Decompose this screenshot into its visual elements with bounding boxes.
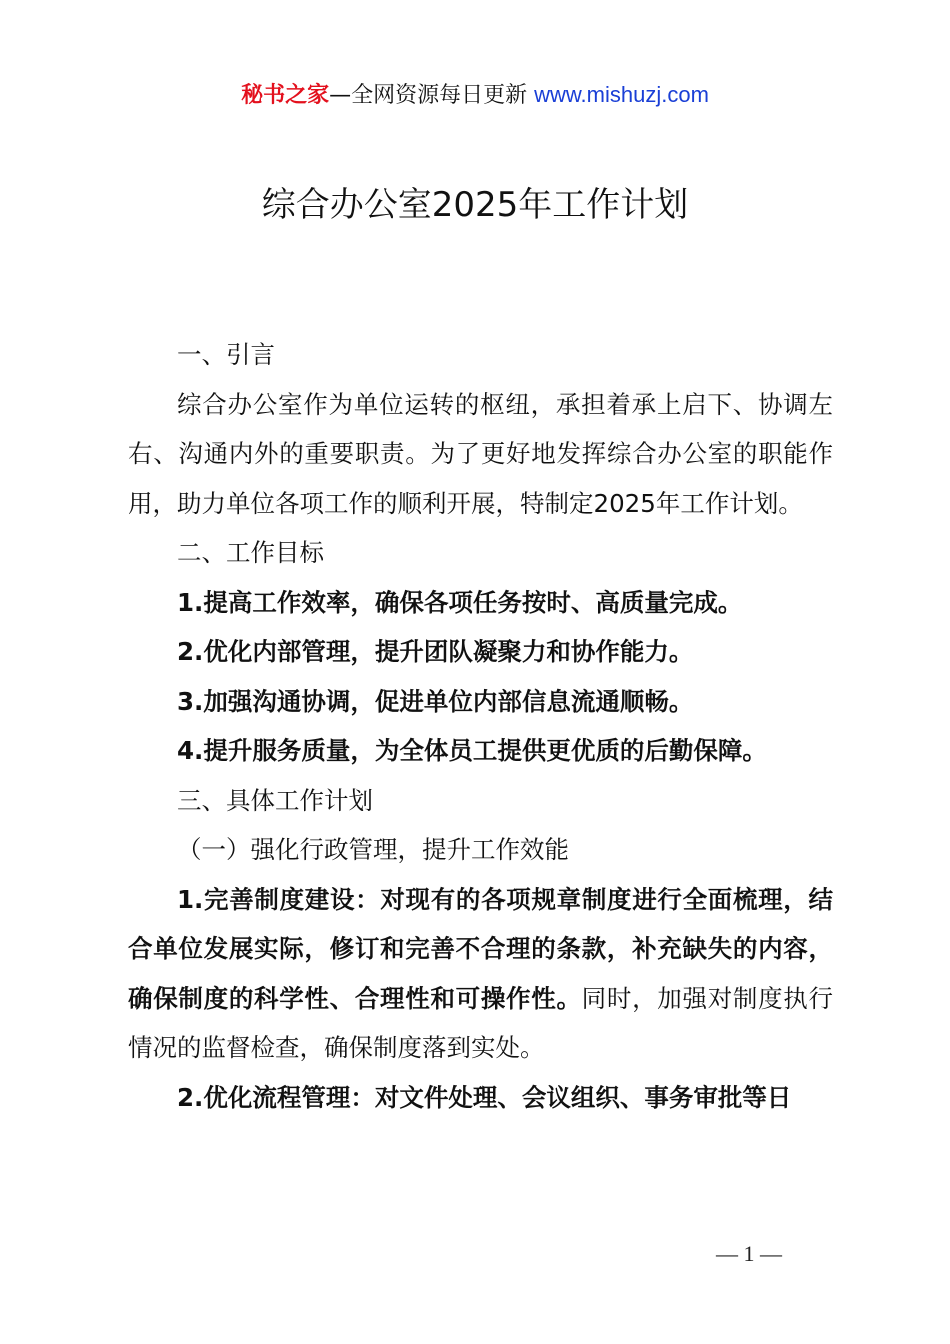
section-heading-plan: 三、具体工作计划 (177, 785, 373, 815)
plan-item-1 (128, 875, 833, 1073)
goal-item: 2.优化内部管理，提升团队凝聚力和协作能力。 (177, 637, 694, 666)
intro-paragraph: 综合办公室作为单位运转的枢纽，承担着承上启下、协调左右、沟通内外的重要职责。为了更好地发挥综合办公室的职能作用，助力单位各项工作的顺利开展，特制定2025年工作计划。 (128, 389, 833, 518)
document-body (128, 330, 833, 1122)
page-number: — 1 — (716, 1241, 782, 1266)
goal-item: 1.提高工作效率，确保各项任务按时、高质量完成。 (177, 587, 743, 617)
plan-item-2: 2.优化流程管理：对文件处理、会议组织、事务审批等日 (177, 1082, 792, 1112)
plan-item-1-bold: 1.完善制度建设：对现有的各项规章制度进行全面梳理，结合单位发展实际，修订和完善不合理的条款，补充缺失的内容，确保制度的科学性、合理性和可操作性。 (128, 884, 833, 1013)
document-title: 综合办公室2025年工作计划 (261, 185, 689, 225)
subsection-heading: （一）强化行政管理，提升工作效能 (177, 835, 569, 864)
goal-item: 3.加强沟通协调，促进单位内部信息流通顺畅。 (177, 686, 694, 716)
brand-name: 秘书之家 (241, 83, 330, 108)
plan-item-1-rest: 同时，加强对制度执行情况的监督检查，确保制度落到实处。 (128, 983, 834, 1062)
site-url-link[interactable]: www.mishuzj.com (534, 82, 709, 107)
goal-item: 4.提升服务质量，为全体员工提供更优质的后勤保障。 (177, 736, 767, 765)
section-heading-goals: 二、工作目标 (177, 538, 324, 567)
header-tagline: —全网资源每日更新 (329, 83, 535, 108)
section-heading-intro: 一、引言 (177, 340, 275, 369)
site-header (0, 80, 950, 111)
